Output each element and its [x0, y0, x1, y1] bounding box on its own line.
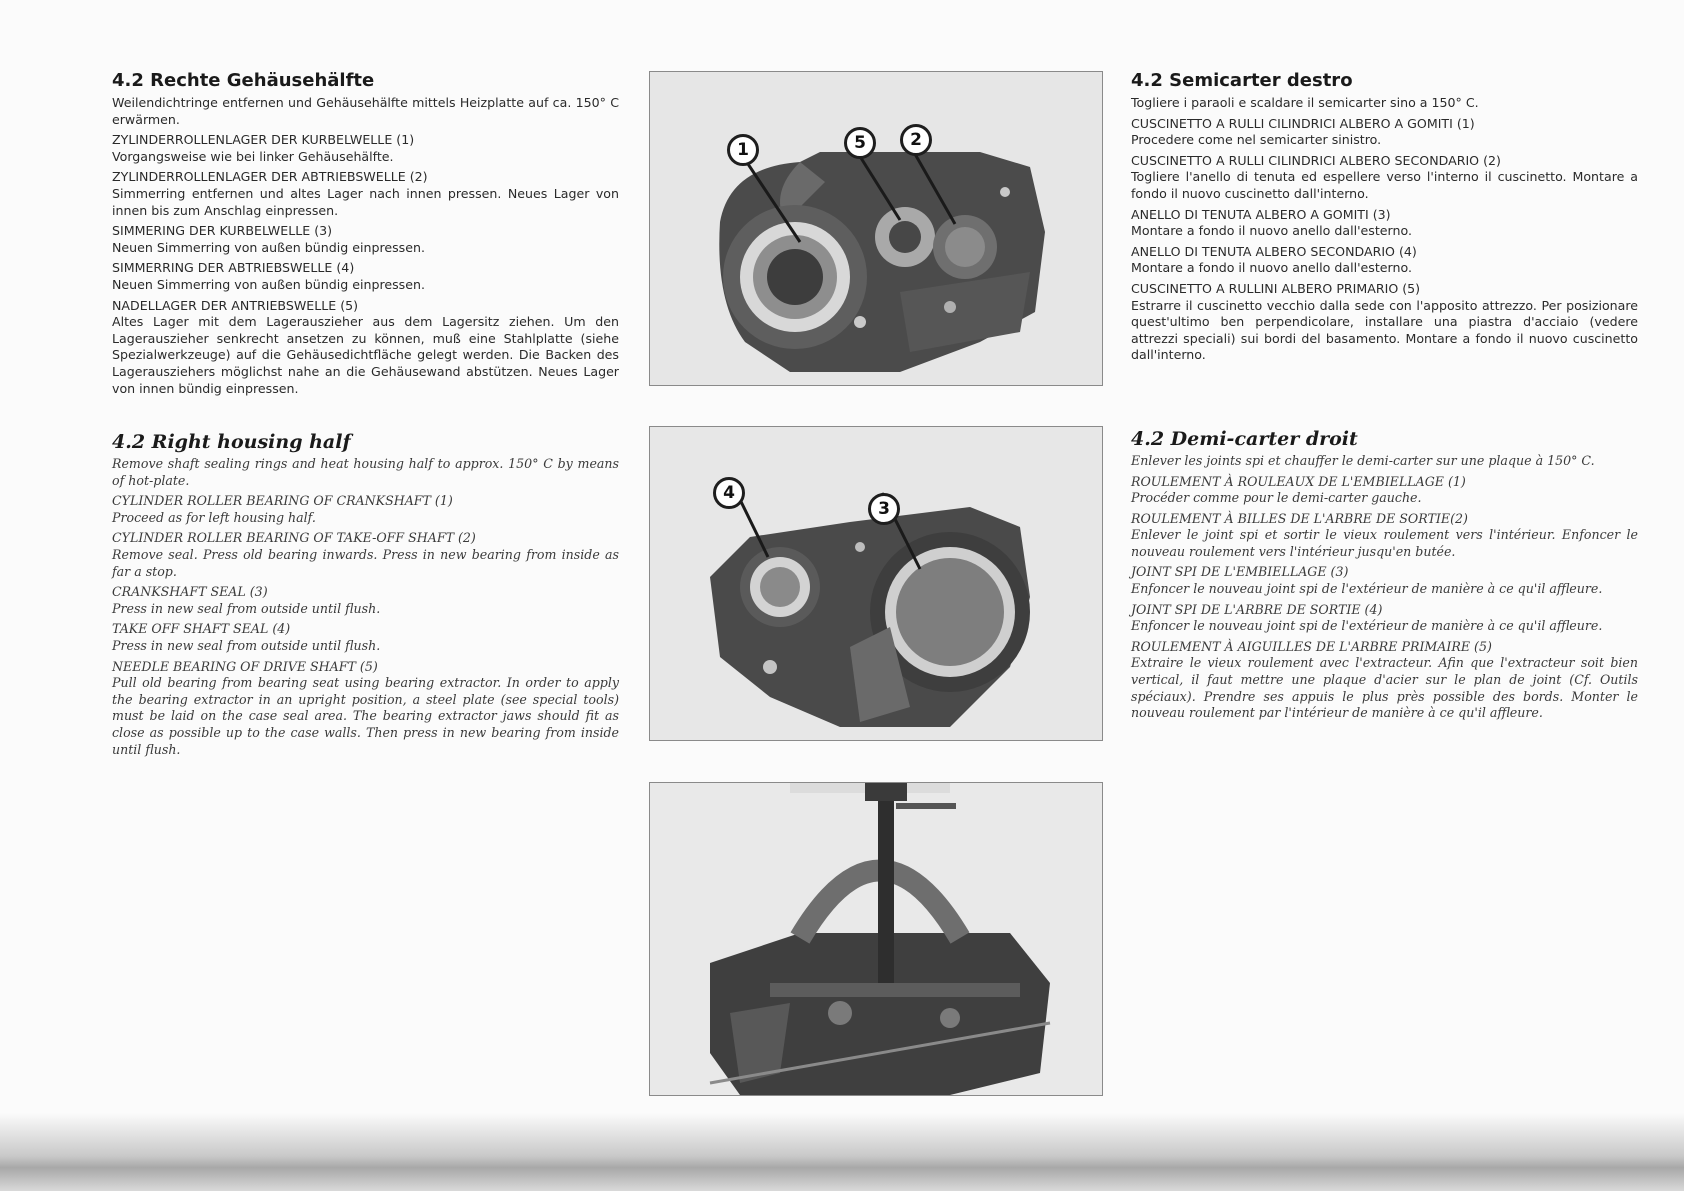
item-text: Neuen Simmerring von außen bündig einpressen.: [112, 276, 425, 292]
item-title: SIMMERRING DER ABTRIEBSWELLE (4): [112, 260, 355, 276]
photo-right-housing-half-front: [649, 71, 1103, 386]
item-title: SIMMERING DER KURBELWELLE (3): [112, 223, 333, 239]
item-title: CRANKSHAFT SEAL (3): [112, 584, 268, 600]
right-column: [1131, 70, 1638, 726]
item-text: Pull old bearing from bearing seat using bearing extractor. In order to apply the bearing extractor in an upright position, a steel plate (see special tools) must be laid on the case seal area. The bearing extractor jaws should fit as close as possible up to the case walls. Then press in new bearing from inside until flush.: [112, 675, 619, 757]
item-title: ANELLO DI TENUTA ALBERO SECONDARIO (4): [1131, 243, 1417, 259]
item-title: ANELLO DI TENUTA ALBERO A GOMITI (3): [1131, 206, 1391, 222]
photo-right-housing-half-rear: [649, 426, 1103, 741]
item-title: CUSCINETTO A RULLI CILINDRICI ALBERO SECONDARIO (2): [1131, 152, 1501, 168]
item-title: ROULEMENT À ROULEAUX DE L'EMBIELLAGE (1): [1131, 473, 1466, 489]
intro-english: Remove shaft sealing rings and heat housing half to approx. 150° C by means of hot-plate.: [112, 456, 619, 488]
item-title: TAKE OFF SHAFT SEAL (4): [112, 621, 291, 637]
callout-2: 2: [900, 124, 932, 156]
section-italian: [1131, 70, 1638, 364]
item-text: Montare a fondo il nuovo anello dall'esterno.: [1131, 223, 1412, 239]
item-text: Neuen Simmerring von außen bündig einpressen.: [112, 239, 425, 255]
intro-italian: Togliere i paraoli e scaldare il semicarter sino a 150° C.: [1131, 95, 1479, 110]
callout-4: 4: [713, 477, 745, 509]
scan-edge-shadow: [0, 1113, 1684, 1191]
heading-german: 4.2 Rechte Gehäusehälfte: [112, 70, 375, 91]
item-text: Altes Lager mit dem Lagerauszieher aus dem Lagersitz ziehen. Um den Lagerauszieher senkrecht ansetzen zu können, muß eine Stahlplatte (siehe Spezialwerkzeuge) auf die Gehäusedichtfläche gelegt werden. Die Backen des Lagerausziehers möglichst nahe an die Gehäusewand abstützen. Neues Lager von innen bündig einpressen.: [112, 314, 619, 396]
item-text: Montare a fondo il nuovo anello dall'esterno.: [1131, 260, 1412, 276]
item-text: Togliere l'anello di tenuta ed espellere verso l'interno il cuscinetto. Montare a fondo il nuovo cuscinetto dall'interno.: [1131, 169, 1638, 201]
photo-bearing-extractor: [649, 782, 1103, 1096]
heading-french: 4.2 Demi-carter droit: [1131, 427, 1358, 450]
item-title: CUSCINETTO A RULLINI ALBERO PRIMARIO (5): [1131, 280, 1421, 296]
item-title: NADELLAGER DER ANTRIEBSWELLE (5): [112, 297, 359, 313]
bearing-extractor-illustration: [650, 783, 1102, 1095]
callout-5: 5: [844, 127, 876, 159]
item-title: ROULEMENT À AIGUILLES DE L'ARBRE PRIMAIRE (5): [1131, 638, 1492, 654]
housing-photo-illustration: [650, 72, 1102, 385]
item-title: JOINT SPI DE L'ARBRE DE SORTIE (4): [1131, 601, 1383, 617]
item-text: Procéder comme pour le demi-carter gauche.: [1131, 490, 1422, 506]
item-text: Enfoncer le nouveau joint spi de l'extérieur de manière à ce qu'il affleure.: [1131, 581, 1603, 597]
item-title: CUSCINETTO A RULLI CILINDRICI ALBERO A GOMITI (1): [1131, 115, 1475, 131]
callout-1: 1: [727, 134, 759, 166]
intro-french: Enlever les joints spi et chauffer le demi-carter sur une plaque à 150° C.: [1131, 452, 1595, 468]
item-text: Vorgangsweise wie bei linker Gehäusehälfte.: [112, 148, 394, 164]
item-title: NEEDLE BEARING OF DRIVE SHAFT (5): [112, 658, 378, 674]
item-text: Press in new seal from outside until flush.: [112, 638, 381, 654]
item-text: Extraire le vieux roulement avec l'extracteur. Afin que l'extracteur soit bien vertical, il faut mettre une plaque d'acier sur le plan de joint (Cf. Outils spéciaux). Prendre ses appuis le plus près possible des bords. Monter le nouveau roulement par l'intérieur de manière à ce qu'il affleure.: [1131, 655, 1638, 721]
section-english: [112, 431, 619, 758]
item-title: CYLINDER ROLLER BEARING OF CRANKSHAFT (1): [112, 493, 453, 509]
intro-german: Weilendichtringe entfernen und Gehäusehälfte mittels Heizplatte auf ca. 150° C erwärmen.: [112, 95, 619, 127]
item-title: JOINT SPI DE L'EMBIELLAGE (3): [1131, 564, 1349, 580]
section-french: [1131, 428, 1638, 722]
item-title: ZYLINDERROLLENLAGER DER KURBELWELLE (1): [112, 132, 415, 148]
section-german: [112, 70, 619, 397]
item-text: Remove seal. Press old bearing inwards. Press in new bearing from inside as far a stop.: [112, 547, 619, 579]
housing-photo-illustration: [650, 427, 1102, 740]
item-title: CYLINDER ROLLER BEARING OF TAKE-OFF SHAFT (2): [112, 530, 476, 546]
item-title: ZYLINDERROLLENLAGER DER ABTRIEBSWELLE (2): [112, 169, 428, 185]
item-title: ROULEMENT À BILLES DE L'ARBRE DE SORTIE(2): [1131, 510, 1468, 526]
item-text: Simmerring entfernen und altes Lager nach innen pressen. Neues Lager von innen bis zum Anschlag einpressen.: [112, 185, 619, 218]
heading-italian: 4.2 Semicarter destro: [1131, 70, 1353, 91]
item-text: Enlever le joint spi et sortir le vieux roulement vers l'intérieur. Enfoncer le nouveau roulement vers l'intérieur jusqu'en butée.: [1131, 527, 1638, 559]
item-text: Proceed as for left housing half.: [112, 509, 316, 525]
item-text: Estrarre il cuscinetto vecchio dalla sede con l'apposito attrezzo. Per posizionare quest'ultimo ben perpendicolare, installare una piastra d'acciaio (vedere attrezzi speciali) sui bordi del basamento. Montare a fondo il nuovo cuscinetto dall'interno.: [1131, 297, 1638, 363]
left-column: [112, 70, 619, 762]
heading-english: 4.2 Right housing half: [112, 431, 351, 454]
item-text: Enfoncer le nouveau joint spi de l'extérieur de manière à ce qu'il affleure.: [1131, 618, 1603, 634]
callout-3: 3: [868, 493, 900, 525]
item-text: Press in new seal from outside until flush.: [112, 600, 381, 616]
item-text: Procedere come nel semicarter sinistro.: [1131, 132, 1382, 148]
